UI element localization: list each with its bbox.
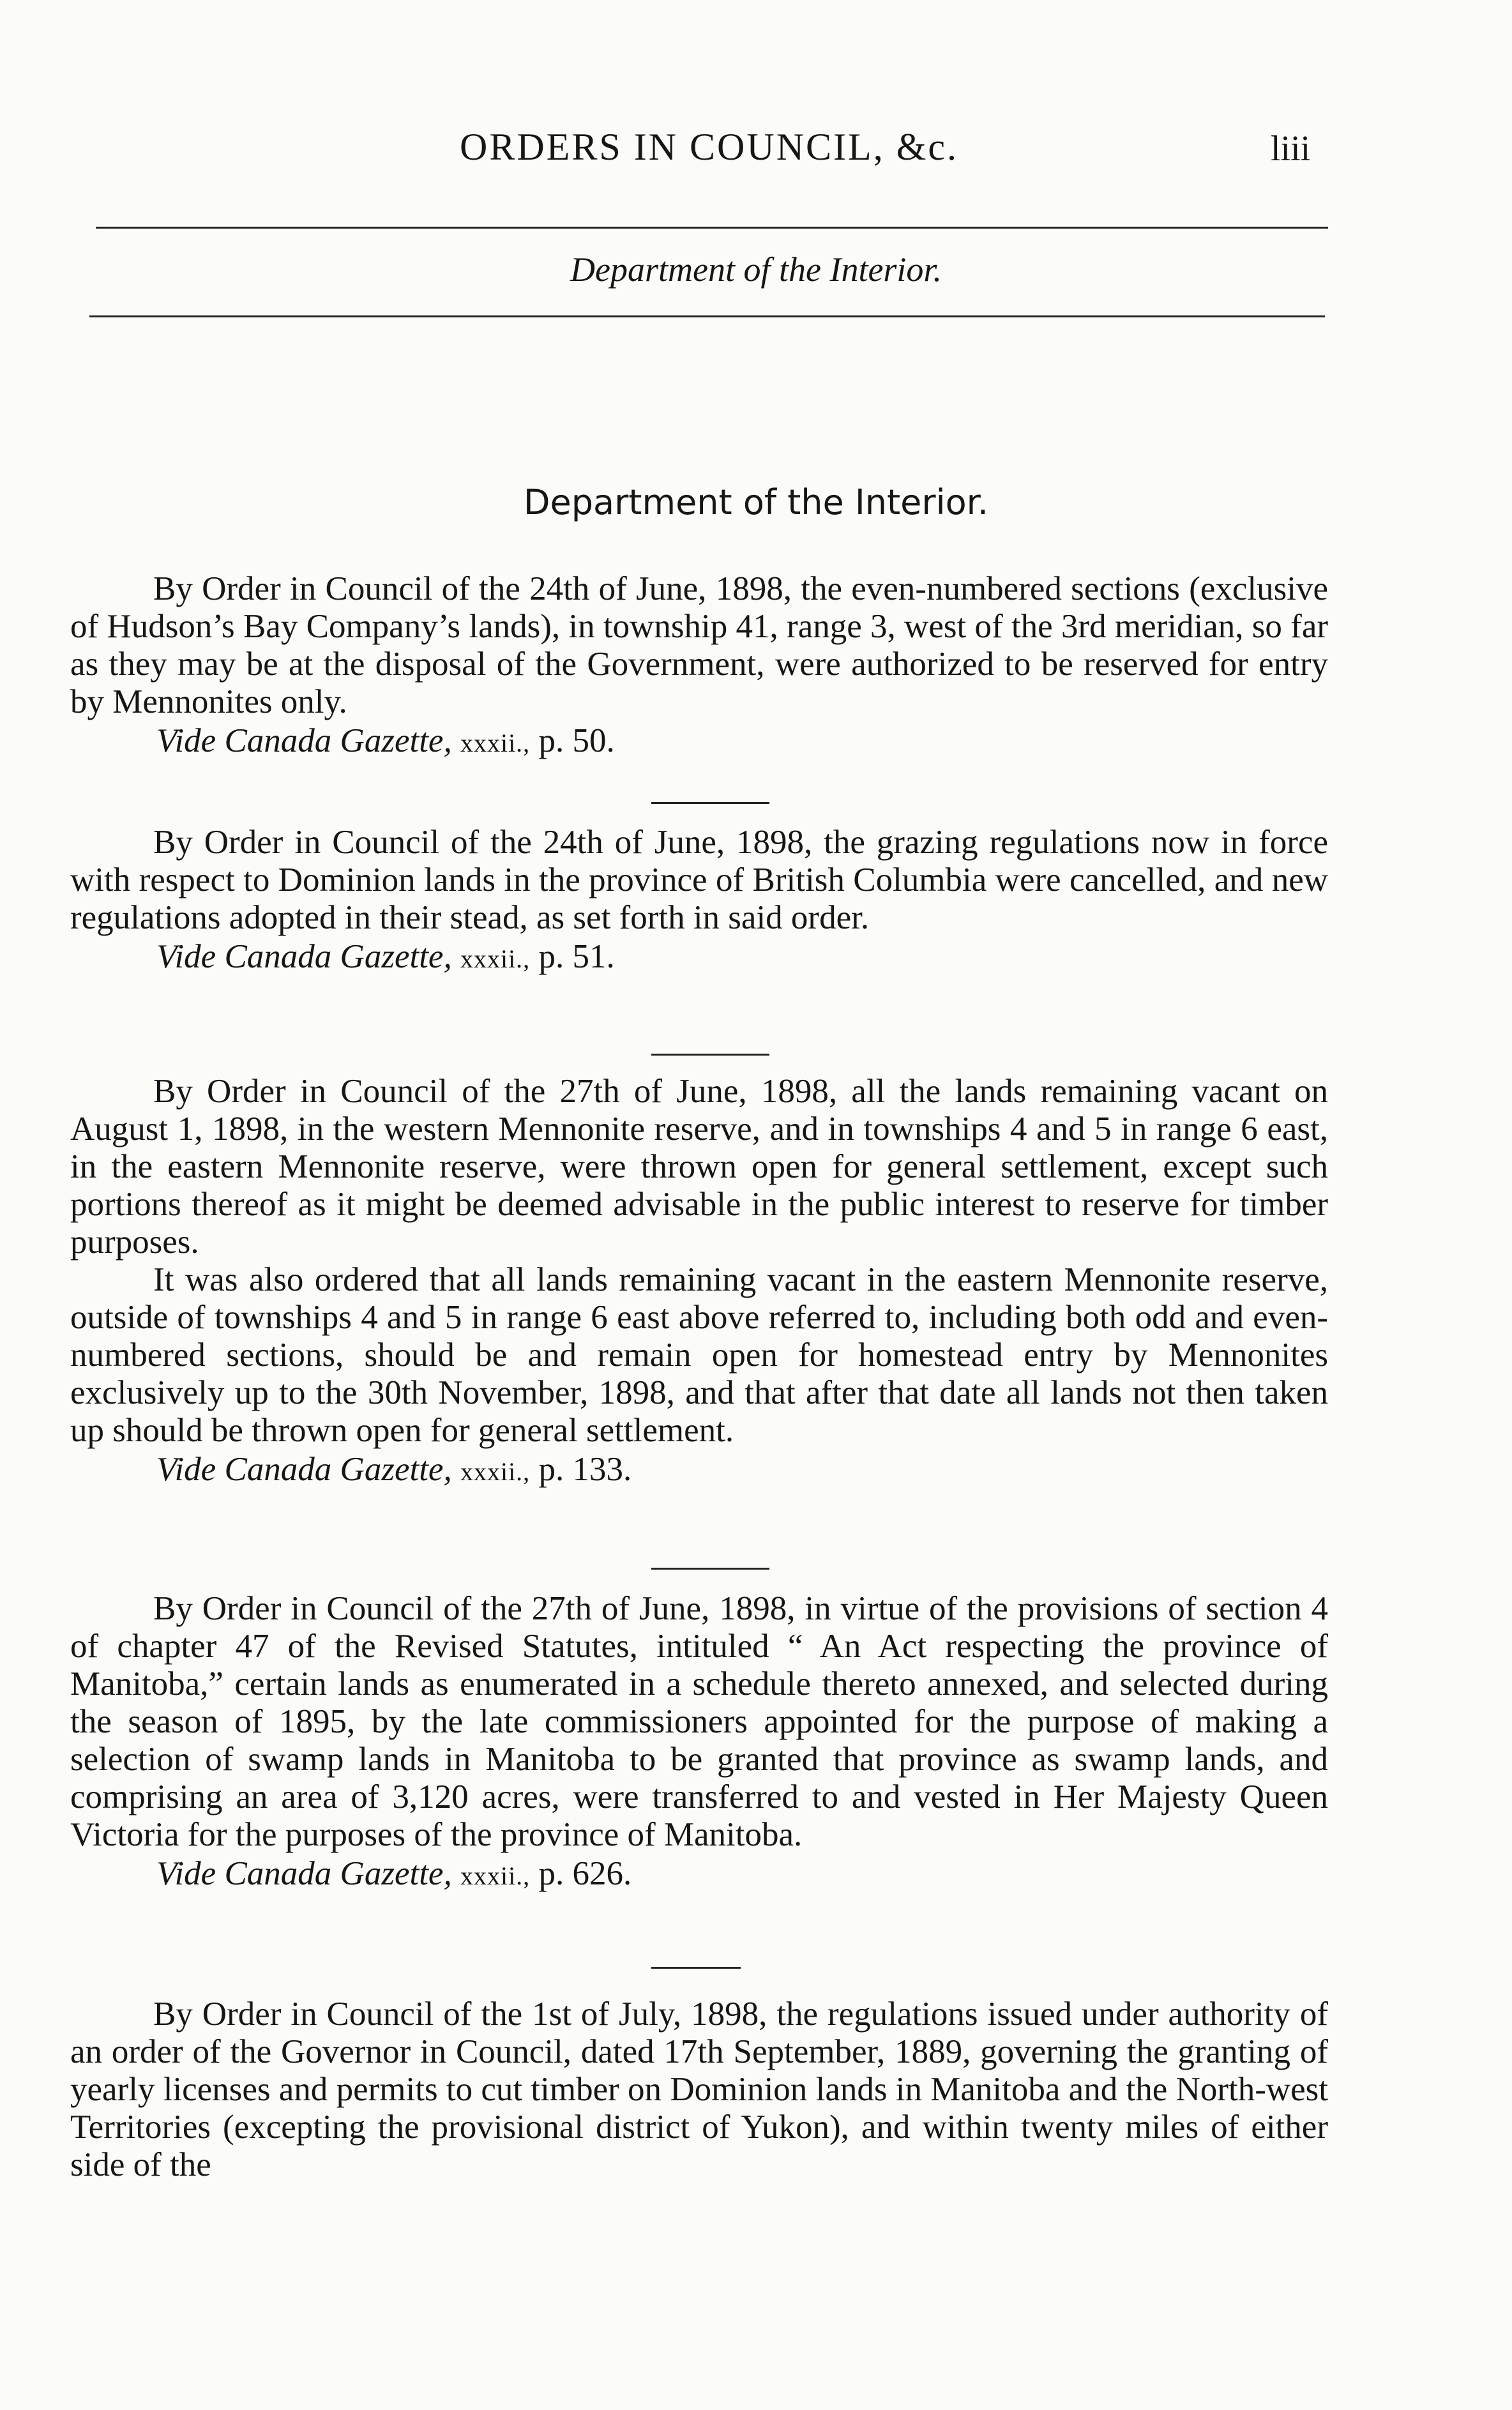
entry-separator	[651, 802, 769, 804]
order-entry-4	[70, 1590, 1328, 1896]
gazette-citation	[70, 1854, 1328, 1896]
gazette-citation	[70, 1450, 1328, 1492]
section-title: Department of the Interior.	[523, 482, 989, 522]
citation-prefix: Vide Canada Gazette,	[156, 1855, 452, 1892]
citation-prefix: Vide Canada Gazette,	[156, 722, 452, 759]
order-entry-5	[70, 1996, 1328, 2184]
citation-prefix: Vide Canada Gazette,	[156, 938, 452, 975]
order-entry-3	[70, 1073, 1328, 1492]
department-subheading: Department of the Interior.	[570, 250, 942, 289]
gazette-citation	[70, 937, 1328, 979]
order-paragraph: By Order in Council of the 24th of June, 1898, the grazing regulations now in force with respect to Dominion lands in the province of British Columbia were cancelled, and new regulations adopted in their stead, as set forth in said order.	[70, 824, 1328, 936]
gazette-citation	[70, 721, 1328, 763]
citation-page: p. 133.	[538, 1451, 632, 1488]
order-paragraph: It was also ordered that all lands remaining vacant in the eastern Mennonite reserve, outside of townships 4 and 5 in range 6 east above referred to, including both odd and even-numbered sections, should be and remain open for homestead entry by Mennonites exclusively up to the 30th November, 1898, and that after that date all lands not then taken up should be thrown open for general settlement.	[70, 1261, 1328, 1449]
order-paragraph: By Order in Council of the 27th of June, 1898, in virtue of the provisions of section 4 of chapter 47 of the Revised Statutes, intituled “ An Act respecting the province of Manitoba,” certain lands as enumerated in a schedule thereto annexed, and selected during the season of 1895, by the late commissioners appointed for the purpose of making a selection of swamp lands in Manitoba to be granted that province as swamp lands, and comprising an area of 3,120 acres, were transferred to and vested in Her Majesty Queen Victoria for the purposes of the province of Manitoba.	[70, 1590, 1328, 1853]
order-entry-1	[70, 570, 1328, 763]
header-rule-top	[96, 227, 1328, 229]
running-title: ORDERS IN COUNCIL, &c.	[460, 126, 958, 168]
citation-page: p. 50.	[538, 722, 615, 759]
order-paragraph: By Order in Council of the 24th of June, 1898, the even-numbered sections (exclusive of Hudson’s Bay Company’s lands), in township 41, range 3, west of the 3rd meridian, so far as they may be at the disposal of the Government, were authorized to be reserved for entry by Mennonites only.	[70, 570, 1328, 720]
page-number: liii	[1271, 129, 1311, 169]
citation-volume: xxxii.,	[460, 729, 531, 757]
order-entry-2	[70, 824, 1328, 979]
order-paragraph: By Order in Council of the 1st of July, 1898, the regulations issued under authority of an order of the Governor in Council, dated 17th September, 1889, governing the granting of yearly licenses and permits to cut timber on Dominion lands in Manitoba and the North-west Territories (excepting the provisional district of Yukon), and within twenty miles of either side of the	[70, 1996, 1328, 2183]
citation-volume: xxxii.,	[460, 1457, 531, 1486]
citation-page: p. 626.	[538, 1855, 632, 1892]
citation-page: p. 51.	[538, 938, 615, 975]
order-paragraph: By Order in Council of the 27th of June, 1898, all the lands remaining vacant on August 1, 1898, in the western Mennonite reserve, and in townships 4 and 5 in range 6 east, in the eastern Mennonite reserve, were thrown open for general settlement, except such portions thereof as it might be deemed advisable in the public interest to reserve for timber purposes.	[70, 1073, 1328, 1261]
entry-separator	[651, 1967, 741, 1969]
citation-prefix: Vide Canada Gazette,	[156, 1451, 452, 1488]
citation-volume: xxxii.,	[460, 944, 531, 973]
citation-volume: xxxii.,	[460, 1861, 531, 1890]
entry-separator	[651, 1054, 769, 1056]
header-rule-bottom	[89, 315, 1325, 317]
entry-separator	[651, 1568, 769, 1570]
